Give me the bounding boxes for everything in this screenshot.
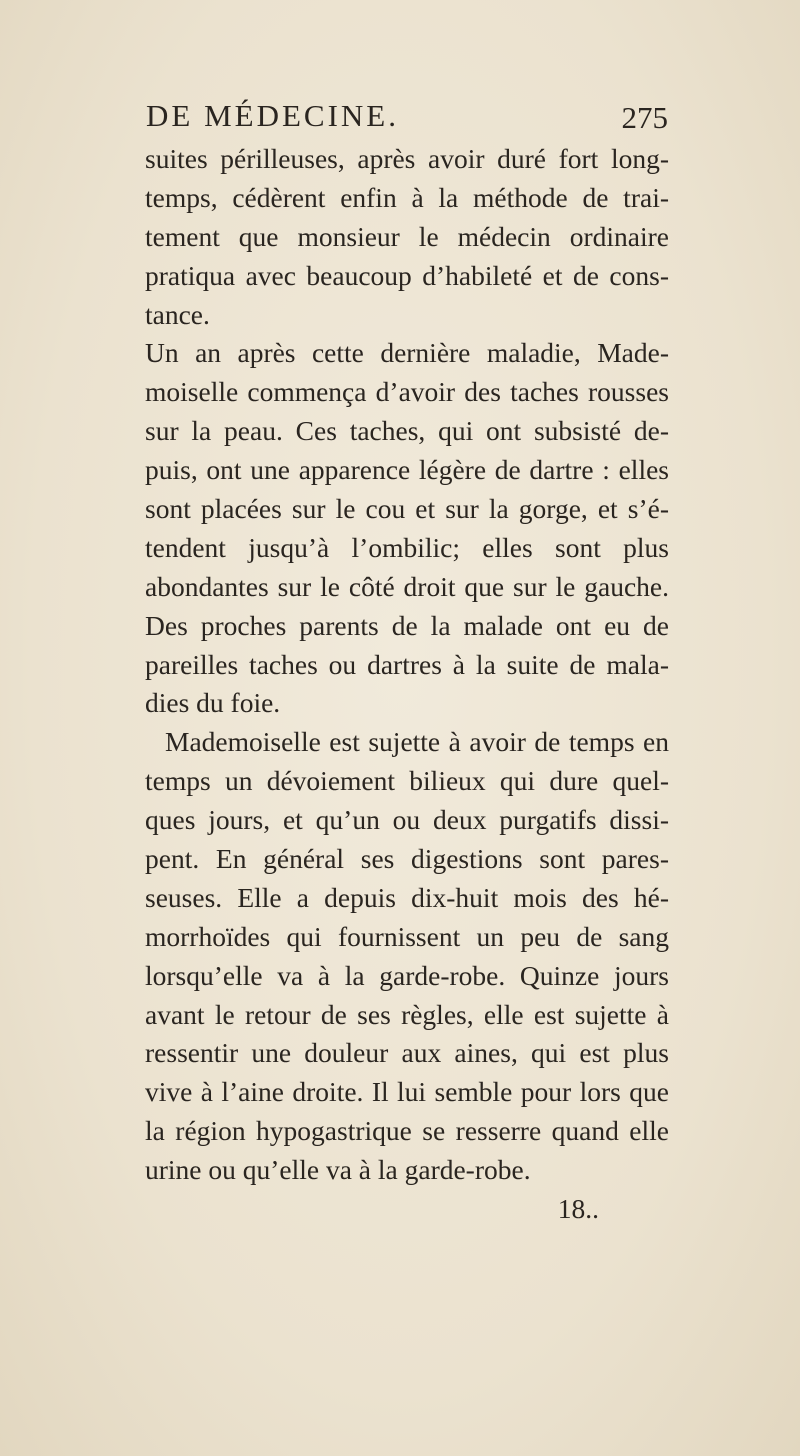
text-line: ques jours, et qu’un ou deux purgatifs dissi-: [145, 804, 669, 836]
text-line: puis, ont une apparence légère de dartre : elles: [145, 454, 669, 486]
text-line: seuses. Elle a depuis dix-huit mois des hé-: [145, 881, 669, 913]
text-line: la région hypogastrique se resserre quand elle: [145, 1115, 669, 1147]
text-line: Mademoiselle est sujette à avoir de temps en: [165, 726, 669, 758]
page-number: 275: [621, 100, 668, 135]
text-line: sont placées sur le cou et sur la gorge, et s’é-: [145, 493, 669, 525]
text-line: ressentir une douleur aux aines, qui est plus: [145, 1037, 669, 1069]
text-line: dies du foie.: [145, 687, 281, 719]
text-line: tance.: [145, 298, 210, 330]
text-line: Un an après cette dernière maladie, Made-: [145, 337, 669, 369]
text-line: moiselle commença d’avoir des taches rousses: [145, 376, 669, 408]
text-line: vive à l’aine droite. Il lui semble pour lors que: [145, 1076, 669, 1108]
text-line: sur la peau. Ces taches, qui ont subsisté de-: [145, 415, 669, 447]
text-line: pratiqua avec beaucoup d’habileté et de cons-: [145, 259, 669, 291]
text-line: abondantes sur le côté droit que sur le gauche.: [145, 570, 669, 602]
text-line: suites périlleuses, après avoir duré fort long-: [145, 143, 669, 174]
text-line: temps, cédèrent enfin à la méthode de trai-: [145, 181, 669, 213]
text-line: tendent jusqu’à l’ombilic; elles sont plus: [145, 531, 669, 563]
text-line: lorsqu’elle va à la garde-robe. Quinze jours: [145, 959, 669, 991]
text-line: pareilles taches ou dartres à la suite de mala-: [145, 648, 669, 680]
page-header: [146, 98, 668, 138]
text-line: pent. En général ses digestions sont pares-: [145, 843, 669, 875]
body-text: [145, 140, 669, 1229]
catchword: 18..: [557, 1193, 599, 1225]
running-title: DE MÉDECINE.: [146, 98, 399, 133]
text-line: urine ou qu’elle va à la garde-robe.: [145, 1154, 531, 1186]
text-line: temps un dévoiement bilieux qui dure quel-: [145, 765, 669, 797]
text-line: tement que monsieur le médecin ordinaire: [145, 220, 669, 252]
text-line: Des proches parents de la malade ont eu de: [145, 609, 669, 641]
text-line: avant le retour de ses règles, elle est sujette à: [145, 998, 669, 1030]
text-line: morrhoïdes qui fournissent un peu de sang: [145, 920, 669, 952]
